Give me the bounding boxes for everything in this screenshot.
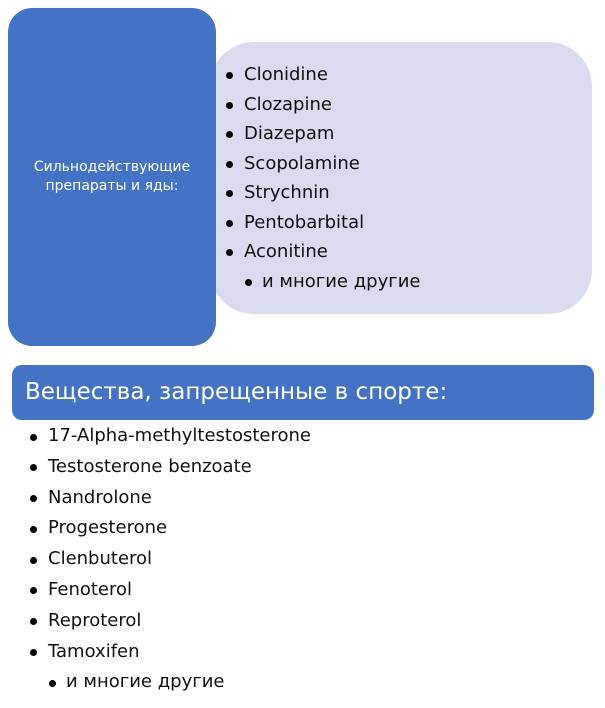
list-item: Testosterone benzoate <box>28 452 311 483</box>
list-item: 17-Alpha-methyltestosterone <box>28 421 311 452</box>
doping-substances-list <box>28 421 311 698</box>
list-item: Fenoterol <box>28 575 311 606</box>
doping-substances-title: Вещества, запрещенные в спорте: <box>12 365 594 420</box>
list-item: Pentobarbital <box>224 208 420 238</box>
list-item: Nandrolone <box>28 483 311 514</box>
list-item: Aconitine <box>224 237 420 267</box>
list-item: Clenbuterol <box>28 544 311 575</box>
list-item: Tamoxifen <box>28 637 311 668</box>
list-item: Clozapine <box>224 90 420 120</box>
list-item: Diazepam <box>224 119 420 149</box>
list-item-more: и многие другие <box>224 267 420 297</box>
list-item: Scopolamine <box>224 149 420 179</box>
potent-label-line-1: Сильнодействующие <box>33 159 191 175</box>
list-item-more: и многие другие <box>28 667 311 698</box>
list-item: Clonidine <box>224 60 420 90</box>
list-item: Progesterone <box>28 513 311 544</box>
potent-substances-list <box>224 60 420 296</box>
potent-label-line-2: препараты и яды: <box>45 178 179 194</box>
list-item: Reproterol <box>28 606 311 637</box>
list-item: Strychnin <box>224 178 420 208</box>
potent-substances-label <box>8 8 216 346</box>
